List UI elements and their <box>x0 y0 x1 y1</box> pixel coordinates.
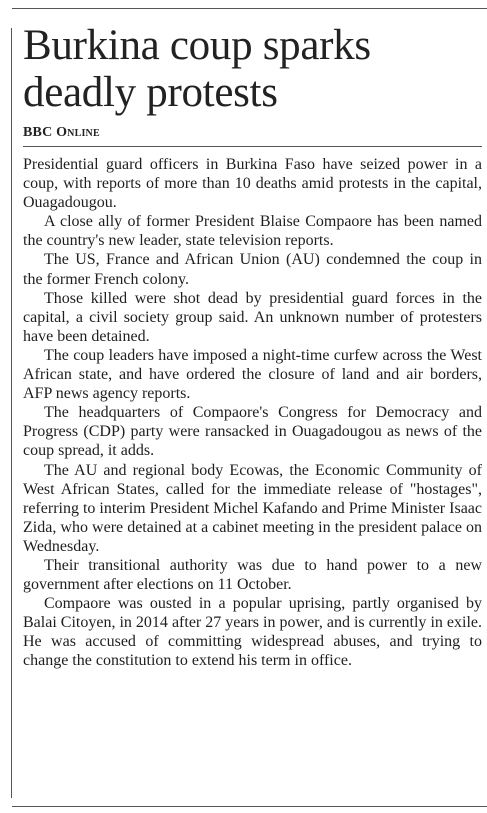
left-divider <box>11 28 12 798</box>
news-article <box>23 22 482 671</box>
paragraph-8: Their transitional authority was due to hand power to a new government after elections on 11 October. <box>23 556 482 594</box>
article-body <box>23 155 482 671</box>
paragraph-9: Compaore was ousted in a popular uprising, partly organised by Balai Citoyen, in 2014 after 27 years in power, and is currently in exile. He was accused of committing widespread abuses, and trying to change the constitution to extend his term in office. <box>23 595 482 670</box>
top-divider <box>12 8 487 9</box>
paragraph-2: A close ally of former President Blaise Compaore has been named the country's new leader, state television reports. <box>23 213 482 250</box>
paragraph-1: Presidential guard officers in Burkina Faso have seized power in a coup, with reports of more than 10 deaths amid protests in the capital, Ouagadougou. <box>23 156 482 212</box>
paragraph-6: The headquarters of Compaore's Congress for Democracy and Progress (CDP) party were ransacked in Ouagadougou as news of the coup spread, it adds. <box>23 404 482 460</box>
headline: Burkina coup sparks deadly protests <box>23 22 371 116</box>
source-divider <box>23 146 482 147</box>
bottom-divider <box>12 806 487 807</box>
paragraph-5: The coup leaders have imposed a night-time curfew across the West African state, and have ordered the closure of land and air borders, AFP news agency reports. <box>23 346 482 403</box>
paragraph-4: Those killed were shot dead by presidential guard forces in the capital, a civil society group said. An unknown number of protesters have been detained. <box>23 289 482 345</box>
paragraph-3: The US, France and African Union (AU) condemned the coup in the former French colony. <box>23 251 482 288</box>
source-label: BBC Online <box>23 125 100 140</box>
paragraph-7: The AU and regional body Ecowas, the Economic Community of West African States, called for the immediate release of "hostages", referring to interim President Michel Kafando and Prime Minister Isaac Zida, who were detained at a cabinet meeting in the president palace on Wednesday. <box>23 461 482 555</box>
